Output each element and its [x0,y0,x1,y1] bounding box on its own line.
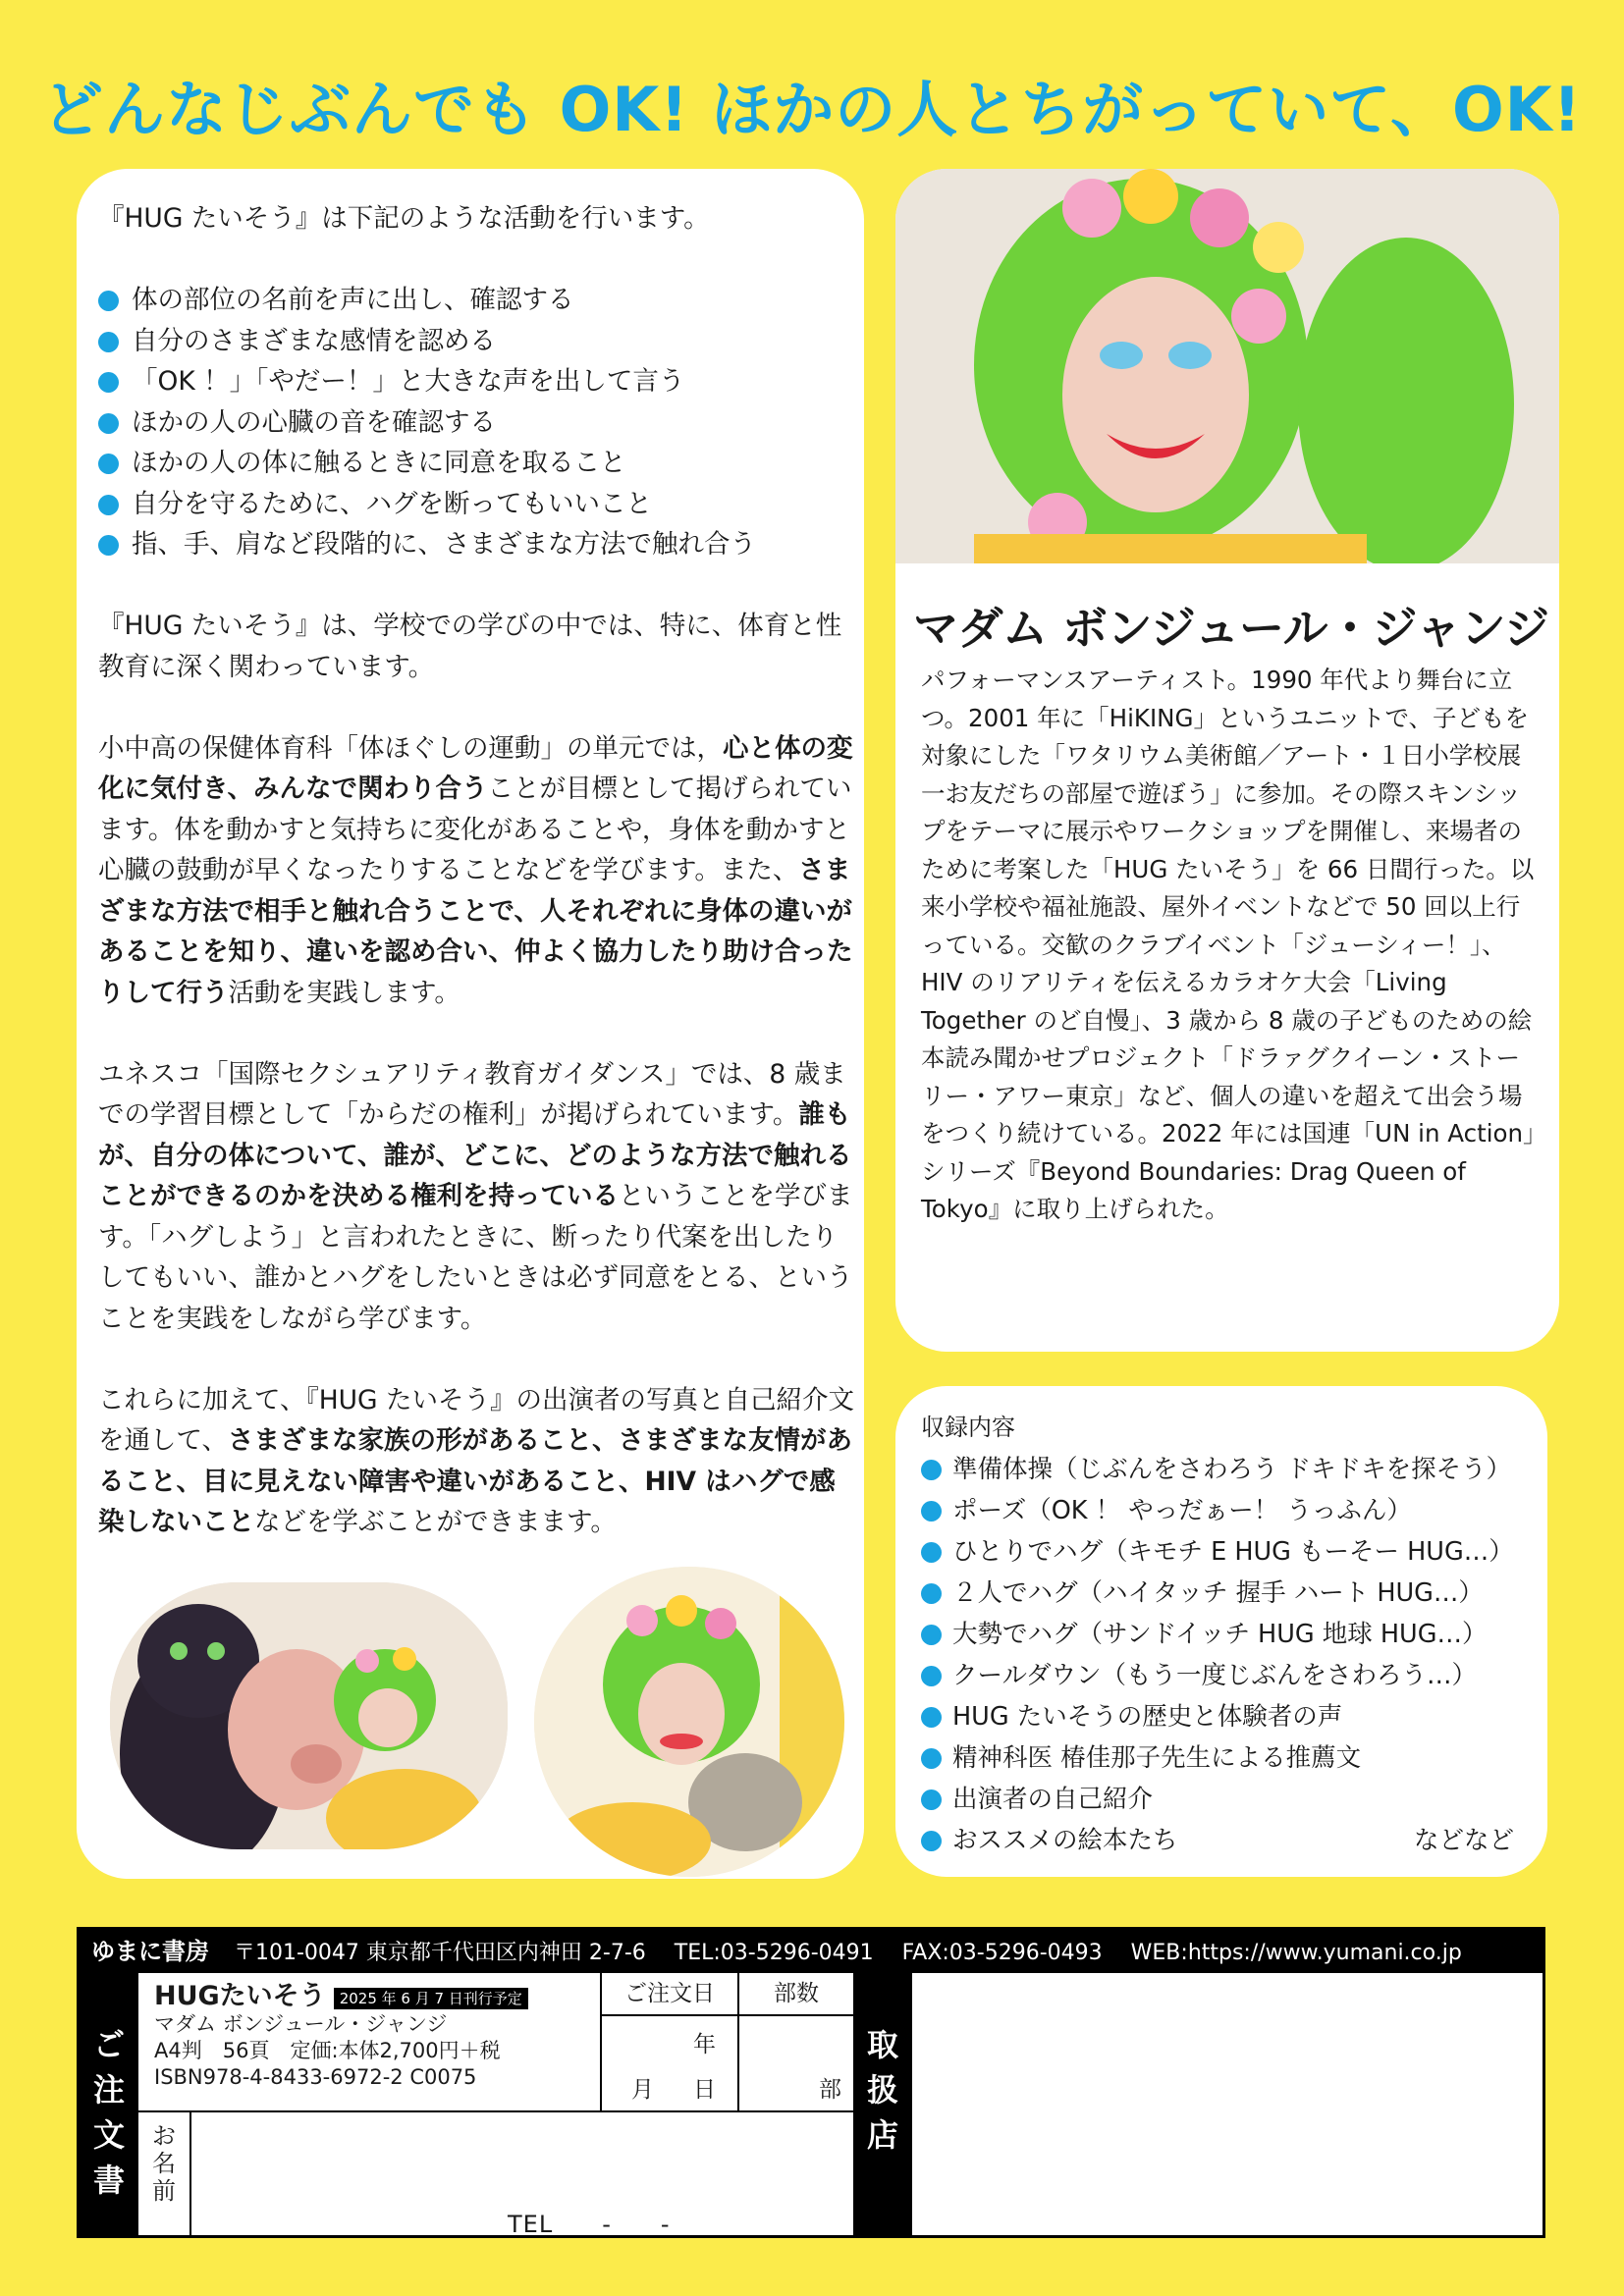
customer-tel: TEL - - [508,2211,671,2238]
activity-item: 体の部位の名前を声に出し、確認する [98,280,854,321]
store-label: 取 扱 店 [853,1973,912,2238]
activity-list [98,280,854,565]
publisher-address: 〒101-0047 東京都千代田区内神田 2-7-6 [234,1941,646,1965]
contents-item: クールダウン（もう一度じぶんをさわろう…） [921,1655,1530,1696]
bullet-dot-icon [98,495,119,515]
bullet-dot-icon [921,1748,942,1769]
bullet-dot-icon [98,332,119,352]
pe-paragraph: 小中高の保健体育科「体ほぐしの運動」の単元では，心と体の変化に気付き、みんなで関わり合うことが目標として掲げられています。体を動かすと気持ちに変化があることや，身体を動かすと心臓の鼓動が早くなったりすることなどを学びます。また、さまざまな方法で相手と触れ合うことで、人それぞれに身体の違いがあることを知り、違いを認め合い、仲よく協力したり助け合ったりして行う活動を実践します。 [98,732,853,1008]
name-field[interactable] [191,2112,853,2238]
activity-item: 「OK ！」「やだー！」と大きな声を出して言う [98,361,854,402]
publisher-name: ゆまに書房 [91,1938,209,1965]
order-date-label: ご注文日 [602,1973,737,2016]
profile-photo [895,169,1559,563]
contents-item: HUG たいそうの歴史と体験者の声 [921,1696,1530,1737]
publisher-tel: TEL:03-5296-0491 [674,1941,874,1965]
bullet-dot-icon [921,1789,942,1810]
bullet-dot-icon [921,1831,942,1851]
contents-item: 準備体操（じぶんをさわろう ドキドキを探そう） [921,1449,1530,1490]
year-label: 年 [693,2032,716,2057]
bullet-dot-icon [98,454,119,474]
publisher-bar [80,1930,1543,1973]
bullet-dot-icon [921,1460,942,1480]
store-stamp-field[interactable] [912,1973,1543,2238]
quantity-field[interactable] [739,1973,853,2112]
book-isbn: ISBN978-4-8433-6972-2 C0075 [154,2065,477,2089]
unit-label: 部 [819,2077,841,2103]
book-author: マダム ボンジュール・ジャンジ [154,2012,448,2036]
contents-item: おススメの絵本たち などなど [921,1820,1530,1861]
publisher-web[interactable]: WEB:https://www.yumani.co.jp [1130,1941,1462,1965]
intro-text: 『HUG たいそう』は下記のような活動を行います。 [98,203,710,234]
book-spec: A4判 56頁 定価:本体2,700円＋税 [154,2039,501,2062]
contents-suffix: などなど [1413,1826,1514,1855]
book-info [138,1973,602,2112]
diversity-paragraph: これらに加えて、『HUG たいそう』の出演者の写真と自己紹介文を通して、さまざまな家族の形があること、さまざまな友情があること、目に見えない障害や違いがあること、HIV はハグで感染しないことなどを学ぶことができまます。 [98,1384,855,1537]
school-paragraph: 『HUG たいそう』は、学校での学びの中では、特に、体育と性教育に深く関わっています。 [98,611,842,682]
activity-item: 指、手、肩など段階的に、さまざまな方法で触れ合う [98,524,854,565]
profile-card [895,169,1559,1352]
order-date-field[interactable] [602,1973,739,2112]
activity-item: ほかの人の心臓の音を確認する [98,402,854,444]
contents-item: 大勢でハグ（サンドイッチ HUG 地球 HUG…） [921,1614,1530,1655]
performer-with-cat-photo [534,1567,844,1877]
contents-item: 出演者の自己紹介 [921,1779,1530,1820]
contents-list [921,1449,1530,1861]
bullet-dot-icon [98,372,119,393]
activities-text [98,198,854,1543]
order-form [77,1927,1545,2238]
bullet-dot-icon [98,413,119,434]
month-label: 月 [631,2077,654,2103]
performers-photo [110,1582,508,1849]
profile-name: マダム ボンジュール・ジャンジ [913,602,1549,655]
contents-card [895,1386,1547,1877]
contents-title: 収録内容 [921,1414,1015,1441]
activity-item: ほかの人の体に触るときに同意を取ること [98,443,854,484]
unesco-paragraph: ユネスコ「国際セクシュアリティ教育ガイダンス」では、8 歳までの学習目標として「からだの権利」が掲げられています。誰もが、自分の体について、誰が、どこに、どのような方法で触れることができるのかを決める権利を持っているということを学びます。「ハグしよう」と言われたときに、断ったり代案を出したりしてもいい、誰かとハグをしたいときは必ず同意をとる、ということを実践をしながら学びます。 [98,1058,853,1334]
order-label: ご 注 文 書 [80,1973,138,2238]
bullet-dot-icon [98,291,119,311]
bullet-dot-icon [921,1625,942,1645]
bullet-dot-icon [921,1542,942,1563]
bullet-dot-icon [921,1501,942,1522]
publisher-fax: FAX:03-5296-0493 [901,1941,1103,1965]
headline: どんなじぶんでも OK! ほかの人とちがっていて、OK! [42,74,1582,145]
contents-item: 精神科医 椿佳那子先生による推薦文 [921,1737,1530,1779]
quantity-label: 部数 [739,1973,853,2016]
bullet-dot-icon [921,1583,942,1604]
bullet-dot-icon [921,1707,942,1728]
pub-date-badge: 2025 年 6 月 7 日刊行予定 [334,1988,528,2009]
activities-card [77,169,864,1879]
day-label: 日 [693,2077,716,2103]
bullet-dot-icon [921,1666,942,1686]
activity-item: 自分を守るために、ハグを断ってもいいこと [98,484,854,525]
bullet-dot-icon [98,535,119,556]
contents-item: ポーズ（OK ！ やっだぁー！ うっふん） [921,1490,1530,1531]
profile-bio: パフォーマンスアーティスト。1990 年代より舞台に立つ。2001 年に「HiKING」というユニットで、子どもを対象にした「ワタリウム美術館／アート・１日小学校展一お友だちの部屋で遊ぼう」に参加。その際スキンシップをテーマに展示やワークショップを開催し、来場者のために考案した「HUG たいそう」を 66 日間行った。以来小学校や福祉施設、屋外イベントなどで 50 回以上行っている。交歓のクラブイベント「ジューシィー！」、HIV のリアリティを伝えるカラオケ大会「Living Together のど自慢」、3 歳から 8 歳の子どものための絵本読み聞かせプロジェクト「ドラァグクイーン・ストーリー・アワー東京」など、個人の違いを超えて出会う場をつくり続けている。2022 年には国連「UN in Action」シリーズ『Beyond Boundaries: Drag Queen of Tokyo』に取り上げられた。 [921,666,1536,1223]
activity-item: 自分のさまざまな感情を認める [98,321,854,362]
name-label: お 名 前 [138,2112,191,2238]
contents-item: ひとりでハグ（キモチ E HUG もーそー HUG…） [921,1531,1530,1573]
book-title: HUGたいそう [154,1981,326,2011]
contents-item: ２人でハグ（ハイタッチ 握手 ハート HUG…） [921,1573,1530,1614]
